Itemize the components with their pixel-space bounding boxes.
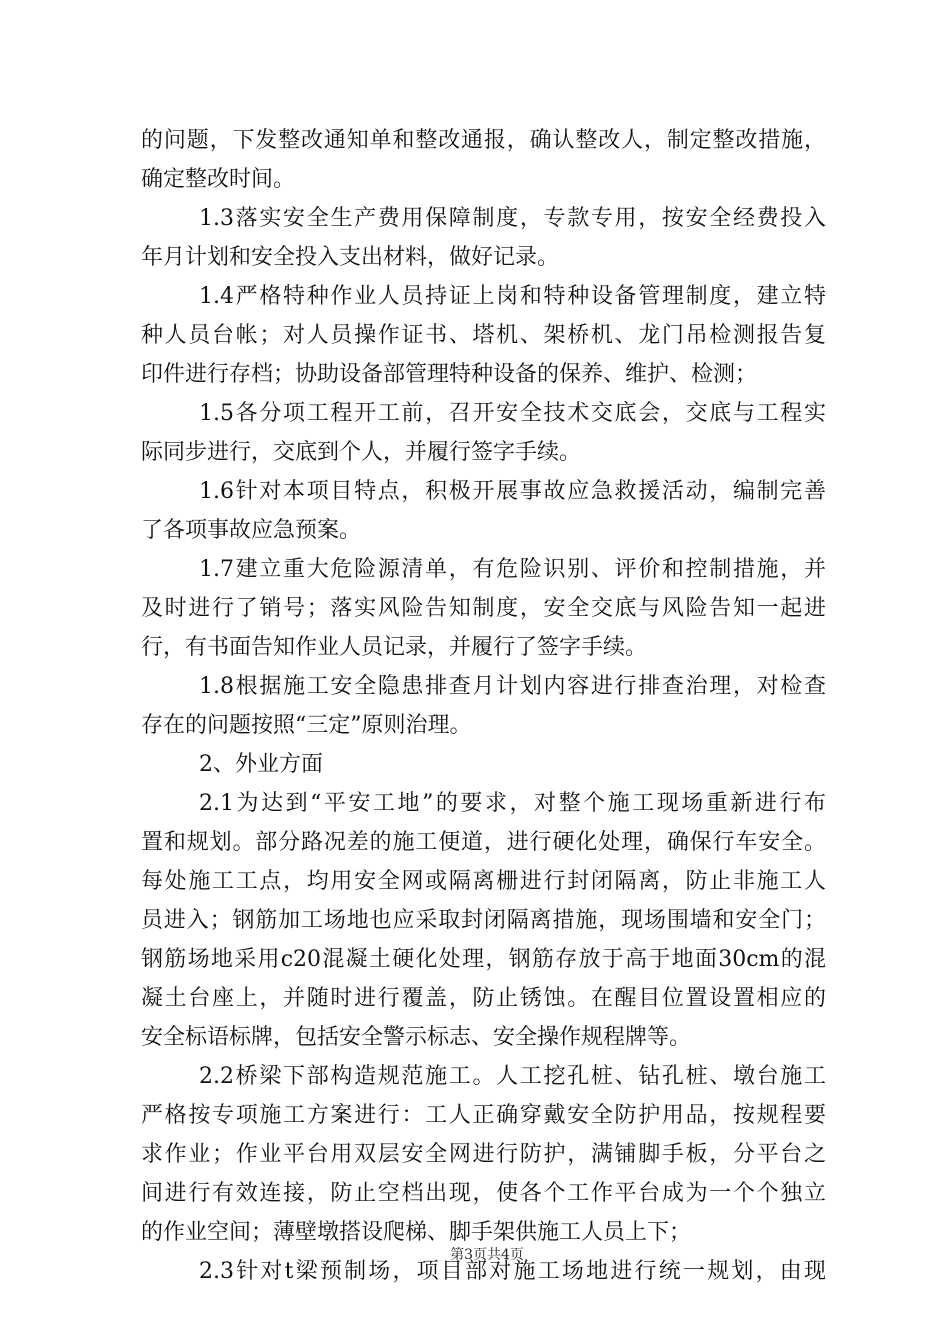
text-line: 1.6针对本项目特点，积极开展事故应急救援活动，编制完善: [199, 479, 826, 504]
text-line: 存在的问题按照“三定”原则治理。: [141, 713, 472, 738]
text-line: 1.8根据施工安全隐患排查月计划内容进行排查治理，对检查: [199, 674, 826, 699]
body-text: [141, 121, 826, 1291]
text-line: 员进入；钢筋加工场地也应采取封闭隔离措施，现场围墙和安全门；: [141, 908, 826, 933]
text-line: 印件进行存档；协助设备部管理特种设备的保养、维护、检测；: [141, 362, 758, 387]
text-line: 1.4严格特种作业人员持证上岗和特种设备管理制度，建立特: [199, 284, 826, 309]
text-line: 求作业；作业平台用双层安全网进行防护，满铺脚手板，分平台之: [141, 1142, 826, 1167]
text-line: 2.1为达到“平安工地”的要求，对整个施工现场重新进行布: [199, 791, 826, 816]
text-line: 年月计划和安全投入支出材料，做好记录。: [141, 245, 560, 270]
text-line: 行，有书面告知作业人员记录，并履行了签字手续。: [141, 635, 648, 660]
text-line: 钢筋场地采用c20混凝土硬化处理，钢筋存放于高于地面30cm的混: [141, 947, 826, 972]
text-line: 每处施工工点，均用安全网或隔离栅进行封闭隔离，防止非施工人: [141, 869, 826, 894]
text-line: 1.3落实安全生产费用保障制度，专款专用，按安全经费投入: [199, 206, 826, 231]
text-line: 种人员台帐；对人员操作证书、塔机、架桥机、龙门吊检测报告复: [141, 323, 826, 348]
text-line: 的问题，下发整改通知单和整改通报，确认整改人，制定整改措施，: [141, 128, 826, 153]
page-footer: [0, 1244, 950, 1264]
text-line: 严格按专项施工方案进行：工人正确穿戴安全防护用品，按规程要: [141, 1103, 826, 1128]
text-line: 凝土台座上，并随时进行覆盖，防止锈蚀。在醒目位置设置相应的: [141, 986, 826, 1011]
section-heading: 2、外业方面: [199, 752, 323, 777]
text-line: 安全标语标牌，包括安全警示标志、安全操作规程牌等。: [141, 1025, 692, 1050]
text-line: 间进行有效连接，防止空档出现，使各个工作平台成为一个个独立: [141, 1181, 826, 1206]
text-line: 的作业空间；薄壁墩搭设爬梯、脚手架供施工人员上下；: [141, 1220, 692, 1245]
text-line: 1.5各分项工程开工前，召开安全技术交底会，交底与工程实: [199, 401, 826, 426]
text-line: 2.2桥梁下部构造规范施工。人工挖孔桩、钻孔桩、墩台施工: [199, 1064, 826, 1089]
text-line: 及时进行了销号；落实风险告知制度，安全交底与风险告知一起进: [141, 596, 826, 621]
text-line: 了各项事故应急预案。: [141, 518, 362, 543]
text-line: 置和规划。部分路况差的施工便道，进行硬化处理，确保行车安全。: [141, 830, 826, 855]
text-line: 2.3针对t梁预制场，项目部对施工场地进行统一规划，由现: [199, 1259, 826, 1284]
text-line: 际同步进行，交底到个人，并履行签字手续。: [141, 440, 582, 465]
page-number: 第3页共4页: [450, 1247, 524, 1263]
text-line: 1.7建立重大危险源清单，有危险识别、评价和控制措施，并: [199, 557, 826, 582]
text-line: 确定整改时间。: [141, 167, 296, 192]
